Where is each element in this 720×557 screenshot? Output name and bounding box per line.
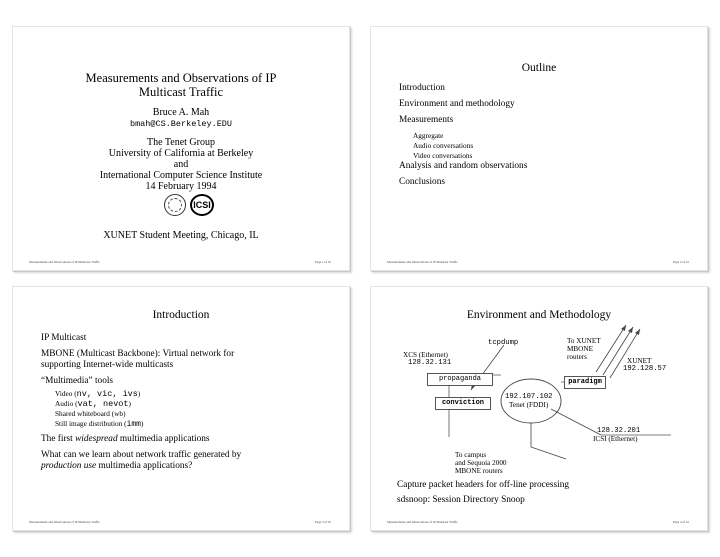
slide-footer bbox=[387, 520, 689, 524]
host-conviction: conviction bbox=[435, 397, 491, 410]
list-item-emphasis: widespread bbox=[75, 434, 118, 444]
campus-link bbox=[531, 447, 566, 459]
slide-footer bbox=[29, 520, 331, 524]
list-item-text: The first bbox=[41, 434, 76, 444]
footer-page: Page 2 of 16 bbox=[672, 260, 689, 264]
slide1-title-line2: Multicast Traffic bbox=[138, 85, 224, 99]
list-item-text: multimedia applications? bbox=[96, 461, 193, 471]
slide2-title: Outline bbox=[521, 62, 557, 74]
host-paradigm: paradigm bbox=[564, 376, 606, 389]
footer-title: Measurements and Observations of IP Multicast Traffic bbox=[387, 520, 458, 524]
sub-item-text: Audio ( bbox=[55, 399, 78, 408]
slide-environment bbox=[370, 286, 708, 531]
org-line4: International Computer Science Institute bbox=[99, 170, 263, 181]
host-propaganda: propaganda bbox=[427, 373, 493, 386]
event-name: XUNET Student Meeting, Chicago, IL bbox=[103, 230, 259, 241]
sub-item: Shared whiteboard (wb) bbox=[55, 409, 126, 418]
slide-footer bbox=[29, 260, 331, 264]
sub-item-end: ) bbox=[128, 399, 131, 408]
tenet-label: Tenet (FDDI) bbox=[509, 401, 549, 409]
icsi-link bbox=[551, 409, 601, 435]
list-item-text: multimedia applications bbox=[117, 434, 210, 444]
slide3-title: Introduction bbox=[152, 309, 210, 321]
sub-item-end: ) bbox=[140, 419, 144, 428]
org-line3: and bbox=[173, 159, 189, 170]
org-line1: The Tenet Group bbox=[147, 137, 215, 148]
list-item-line: supporting Internet-wide multicasts bbox=[41, 360, 174, 370]
outline-item: Measurements bbox=[399, 115, 454, 125]
xcs-net-label: 128.32.131 bbox=[408, 359, 452, 367]
arrow-head-icon bbox=[635, 329, 640, 335]
org-line2: University of California at Berkeley bbox=[108, 148, 254, 159]
slide4-title: Environment and Methodology bbox=[466, 309, 612, 321]
outline-item: Introduction bbox=[399, 83, 445, 93]
tcpdump-label: tcpdump bbox=[488, 339, 519, 347]
berkeley-seal-icon bbox=[164, 194, 186, 216]
list-item-emphasis: production use bbox=[41, 461, 97, 471]
campus-label-2: and Sequoia 2000 bbox=[455, 459, 507, 467]
campus-label-3: MBONE routers bbox=[455, 467, 503, 475]
campus-label-1: To campus bbox=[455, 451, 487, 459]
icsi-net-label: 128.32.201 bbox=[597, 427, 641, 435]
sub-item bbox=[41, 389, 335, 399]
outline-subitem: Video conversations bbox=[413, 151, 473, 160]
icsi-logo-icon: ICSI bbox=[190, 194, 214, 216]
slide-footer bbox=[387, 260, 689, 264]
sub-item-text: Still image distribution ( bbox=[55, 419, 127, 428]
footer-page: Page 1 of 16 bbox=[314, 260, 331, 264]
capture-text: Capture packet headers for off-line processing bbox=[397, 480, 570, 490]
sub-item bbox=[41, 399, 335, 409]
author-name: Bruce A. Mah bbox=[152, 107, 210, 118]
outline-subitem: Audio conversations bbox=[413, 141, 474, 150]
tenet-net-label: 192.107.102 bbox=[505, 393, 553, 401]
presentation-date: 14 February 1994 bbox=[145, 181, 217, 192]
outline-item: Analysis and random observations bbox=[399, 161, 528, 171]
list-item-line: What can we learn about network traffic generated by bbox=[41, 450, 242, 460]
list-item: “Multimedia” tools bbox=[41, 376, 114, 386]
sdsnoop-text: sdsnoop: Session Directory Snoop bbox=[397, 495, 525, 505]
to-xunet-label-1: To XUNET bbox=[567, 337, 601, 345]
to-xunet-label-2: MBONE bbox=[567, 345, 593, 353]
footer-page: Page 4 of 16 bbox=[672, 520, 689, 524]
slide-outline bbox=[370, 26, 708, 271]
footer-title: Measurements and Observations of IP Multicast Traffic bbox=[29, 520, 100, 524]
footer-page: Page 3 of 16 bbox=[314, 520, 331, 524]
arrow-head-icon bbox=[621, 325, 626, 331]
intro-list bbox=[41, 333, 335, 472]
sub-item bbox=[41, 419, 335, 430]
slide-title bbox=[12, 26, 350, 271]
outline-item: Environment and methodology bbox=[399, 99, 515, 109]
list-item-line: MBONE (Multicast Backbone): Virtual network for bbox=[41, 349, 235, 359]
xunet-link-1 bbox=[596, 325, 626, 372]
arrow-head-icon bbox=[628, 327, 633, 333]
outline-list bbox=[399, 83, 693, 193]
sub-item-mono: vat, nevot bbox=[77, 399, 129, 409]
sub-item-text: Video ( bbox=[55, 389, 77, 398]
outline-item: Conclusions bbox=[399, 177, 445, 187]
outline-subitem: Aggregate bbox=[413, 131, 444, 140]
sub-item-mono: nv, vic, ivs bbox=[76, 389, 138, 399]
footer-title: Measurements and Observations of IP Multicast Traffic bbox=[387, 260, 458, 264]
xcs-label: XCS (Ethernet) bbox=[403, 351, 448, 359]
list-item bbox=[41, 434, 335, 445]
sub-item-end: ) bbox=[137, 389, 141, 398]
slide1-title-line1: Measurements and Observations of IP bbox=[85, 71, 277, 85]
slide-introduction bbox=[12, 286, 350, 531]
to-xunet-label-3: routers bbox=[567, 353, 587, 361]
xunet-label: XUNET bbox=[627, 357, 652, 365]
list-item bbox=[41, 450, 335, 472]
footer-title: Measurements and Observations of IP Multicast Traffic bbox=[29, 260, 100, 264]
icsi-label: ICSI (Ethernet) bbox=[593, 435, 638, 443]
xunet-net-label: 192.128.57 bbox=[623, 365, 667, 373]
sub-item-mono: imm bbox=[126, 420, 141, 429]
author-email: bmah@CS.Berkeley.EDU bbox=[129, 119, 233, 129]
list-item: IP Multicast bbox=[41, 333, 87, 343]
list-item bbox=[41, 349, 335, 371]
